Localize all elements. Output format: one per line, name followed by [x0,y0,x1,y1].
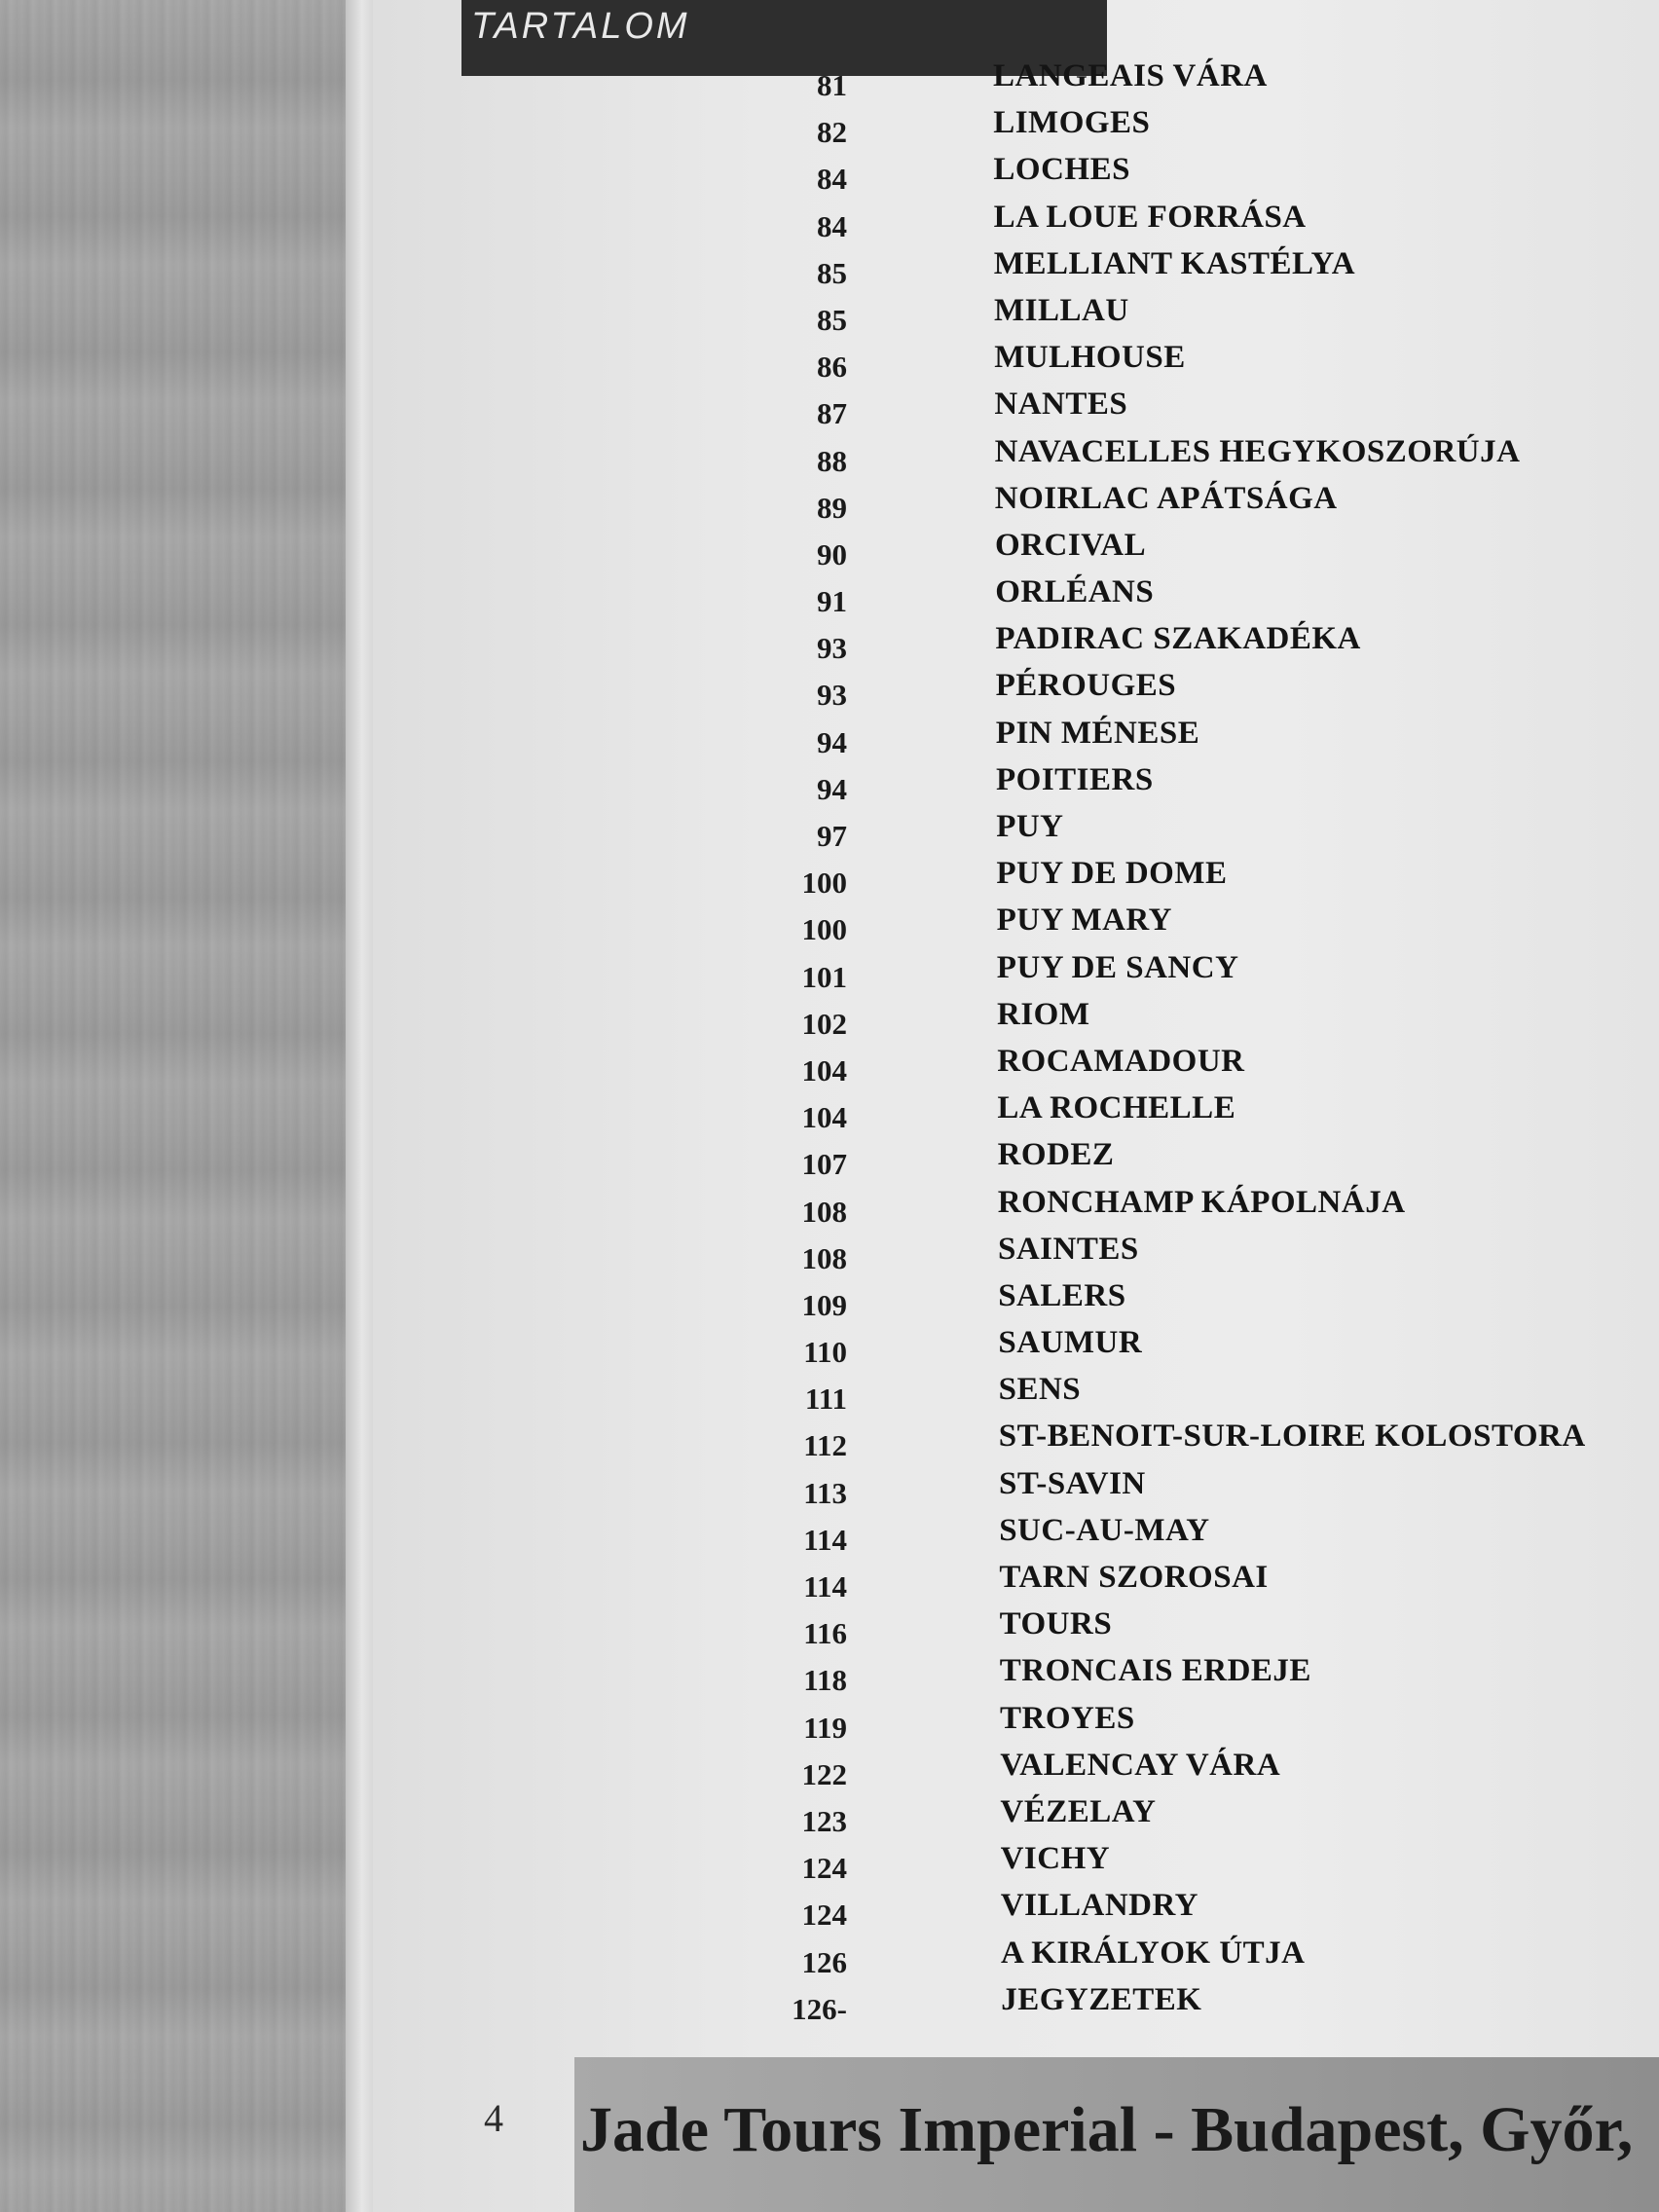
toc-entry-title: SENS [998,1372,1082,1408]
toc-entry [689,1936,1645,1982]
toc-entry [686,1278,1645,1325]
toc-entry-title: PUY DE DOME [996,856,1228,892]
toc-page-number: 102 [801,1006,847,1041]
toc-entry [688,1794,1645,1841]
toc-entry-title: NANTES [994,387,1128,423]
toc-entry [688,1653,1645,1700]
toc-entry [682,105,1645,152]
toc-entry [684,762,1645,809]
toc-page-number: 101 [801,959,847,994]
toc-entry [689,1841,1645,1888]
toc-entry [685,1044,1645,1090]
toc-page-number: 124 [801,1851,847,1886]
toc-page-number: 108 [801,1240,847,1275]
toc-entry [683,621,1645,668]
toc-entry [687,1513,1645,1560]
toc-entry-title: PUY MARY [996,903,1172,939]
toc-entry-title: PIN MÉNESE [995,715,1200,751]
toc-entry [685,903,1645,949]
toc-entry [682,200,1645,246]
toc-page-number: 97 [817,819,847,853]
toc-page-number: 84 [817,208,847,243]
toc-page-number: 94 [817,724,847,759]
page-title: TARTALOM [471,6,690,47]
toc-entry-title: A KIRÁLYOK ÚTJA [1001,1935,1306,1971]
toc-entry-title: ORCIVAL [995,527,1147,563]
toc-page-number: 91 [817,584,847,619]
toc-entry-title: RONCHAMP KÁPOLNÁJA [997,1184,1406,1220]
toc-entry [686,1325,1645,1372]
toc-entry-title: PADIRAC SZAKADÉKA [995,621,1361,657]
toc-entry-title: ST-BENOIT-SUR-LOIRE KOLOSTORA [998,1419,1586,1455]
toc-page-number: 93 [817,678,847,713]
toc-page-number: 88 [817,443,847,478]
page-edge [346,0,373,2212]
toc-entry [683,434,1645,481]
toc-page-number: 86 [817,350,847,385]
toc-entry-title: ORLÉANS [995,574,1155,610]
toc-entry [682,293,1645,340]
toc-entry-title: MELLIANT KASTÉLYA [993,245,1356,281]
toc-entry [685,1090,1645,1137]
toc-entry [687,1560,1645,1606]
toc-entry-title: LIMOGES [993,105,1151,141]
toc-entry [683,528,1645,574]
toc-entry-title: ROCAMADOUR [997,1043,1245,1079]
toc-page-number: 90 [817,536,847,571]
toc-entry [688,1701,1645,1748]
toc-page-number: 100 [801,866,847,901]
toc-page-number: 81 [817,68,847,102]
toc-entry [682,246,1645,293]
toc-page-number: 118 [803,1663,847,1698]
toc-entry-title: NOIRLAC APÁTSÁGA [994,480,1338,516]
toc-entry [685,997,1645,1044]
toc-entry [687,1466,1645,1513]
toc-page-number: 104 [801,1052,847,1088]
toc-entry-title: PUY [996,809,1064,844]
toc-page-number: 119 [803,1710,847,1745]
toc-entry-title: LOCHES [993,152,1130,188]
toc-page-number: 126 [801,1944,847,1979]
toc-entry [687,1419,1645,1465]
toc-entry-title: VICHY [1000,1841,1111,1877]
toc-entry-title: PUY DE SANCY [996,949,1239,985]
toc-entry-title: RODEZ [997,1137,1115,1173]
toc-page-number: 82 [817,115,847,150]
toc-page-number: 85 [817,255,847,290]
toc-page-number: 111 [804,1382,847,1417]
toc-entry [683,574,1645,621]
toc-entry-title: POITIERS [996,761,1154,797]
toc-entry [689,1888,1645,1935]
toc-entry-title: SALERS [998,1277,1126,1313]
toc-page-number: 126- [792,1991,847,2026]
toc-entry [688,1606,1645,1653]
toc-entry [684,856,1645,903]
toc-entry-title: JEGYZETEK [1001,1981,1202,2017]
toc-entry-title: SAUMUR [998,1325,1143,1361]
toc-entry-title: TOURS [999,1606,1113,1642]
toc-entry [685,950,1645,997]
toc-entry [682,58,1645,105]
toc-entry [689,1982,1645,2029]
toc-entry-title: SAINTES [998,1231,1139,1267]
toc-entry-title: TRONCAIS ERDEJE [999,1653,1311,1689]
toc-entry [684,668,1645,715]
toc-page-number: 113 [803,1475,847,1510]
toc-entry [687,1372,1645,1419]
toc-page-number: 124 [801,1898,847,1933]
toc-page-number: 89 [817,490,847,525]
toc-entry [686,1232,1645,1278]
toc-page-number: 114 [803,1569,847,1604]
toc-entry-title: ST-SAVIN [999,1465,1146,1501]
toc-entry [683,481,1645,528]
background-surface [0,0,346,2212]
toc-page-number: 116 [803,1616,847,1651]
toc-page-number: 107 [801,1147,847,1182]
toc-entry-title: LA ROCHELLE [997,1090,1236,1126]
toc-entry-title: TROYES [1000,1700,1135,1736]
toc-entry [688,1748,1645,1794]
toc-entry-title: VALENCAY VÁRA [1000,1747,1281,1783]
toc-entry-title: VÉZELAY [1000,1793,1157,1829]
toc-entry-title: MULHOUSE [994,340,1186,376]
toc-page-number: 114 [803,1522,847,1557]
toc-entry-title: TARN SZOROSAI [999,1560,1269,1595]
toc-page-number: 94 [817,771,847,806]
toc-page-number: 93 [817,631,847,666]
toc-entry [686,1137,1645,1184]
toc-page-number: 85 [817,302,847,337]
toc-entry-title: LANGEAIS VÁRA [993,58,1268,93]
toc-entry [682,340,1645,387]
toc-entry-title: RIOM [997,996,1090,1032]
toc-entry-title: NAVACELLES HEGYKOSZORÚJA [994,433,1521,469]
toc-entry-title: MILLAU [994,292,1129,328]
toc-page-number: 108 [801,1194,847,1229]
toc-entry [686,1185,1645,1232]
toc-entry-title: PÉROUGES [995,668,1177,704]
toc-entry-title: LA LOUE FORRÁSA [993,199,1307,235]
toc-page-number: 109 [801,1287,847,1322]
toc-page-number: 123 [801,1803,847,1838]
toc-page-number: 112 [803,1428,847,1463]
toc-page-number: 100 [801,912,847,947]
toc-entry-title: SUC-AU-MAY [999,1512,1210,1548]
toc-page-number: 104 [801,1100,847,1135]
toc-page-number: 110 [803,1335,847,1370]
toc-entry [684,809,1645,856]
toc-entry [682,152,1645,199]
toc-entry-title: VILLANDRY [1000,1888,1198,1924]
page-number: 4 [484,2096,503,2140]
toc-page-number: 122 [801,1756,847,1791]
table-of-contents [682,58,1645,2029]
toc-entry [682,387,1645,433]
toc-page-number: 84 [817,162,847,197]
toc-entry [684,716,1645,762]
footer-banner-text: Jade Tours Imperial - Budapest, Győr, [580,2094,1634,2165]
toc-page-number: 87 [817,396,847,431]
